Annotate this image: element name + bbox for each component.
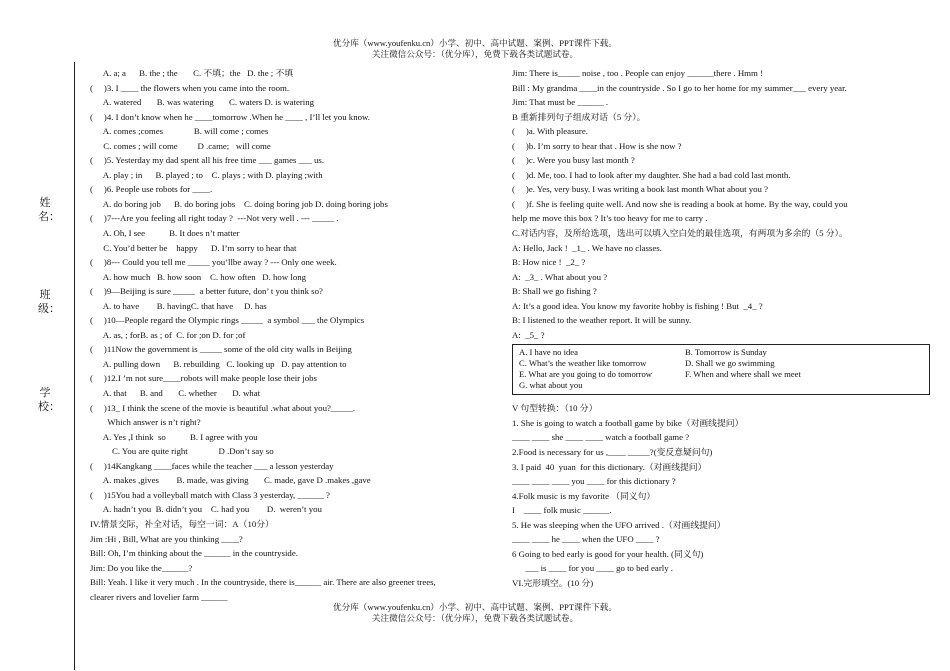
right-bottom-lines <box>512 401 937 590</box>
binding-line <box>74 62 75 670</box>
dialogue-line: ( )c. Were you busy last month ? <box>512 155 635 166</box>
class-label: 班级： <box>38 289 60 315</box>
question-line: A. hadn’t you B. didn’t you C. had you D. weren’t you <box>90 504 322 515</box>
question-line: Jim: Do you like the______? <box>90 562 193 573</box>
option-item: B. Tomorrow is Sunday <box>685 347 767 358</box>
question-line: A. pulling down B. rebuilding C. looking up D. pay attention to <box>90 358 347 369</box>
question-line: A. comes ;comes B. will come ; comes <box>90 126 269 137</box>
question-line: C. You are quite right D .Don’t say so <box>90 446 274 457</box>
question-line: Bill: Oh, I’m thinking about the ______ in the countryside. <box>90 548 298 559</box>
left-column <box>90 66 485 604</box>
page-header <box>0 38 950 60</box>
name-label: 姓名： <box>38 197 60 223</box>
header-line-1: 优分库（www.youfenku.cn）小学、初中、高中试题、案例、PPT课件下载。 <box>333 38 617 48</box>
question-line: A. as, ; forB. as ; of C. for ;on D. for ;of <box>90 329 246 340</box>
dialogue-line: Bill : My grandma ____in the countryside . So I go to her home for my summer___ every year. <box>512 82 847 93</box>
dialogue-line: help me move this box ? It’s too heavy for me to carry . <box>512 213 708 224</box>
exercise-line: ____ ____ she ____ ____ watch a football game ? <box>512 432 690 443</box>
dialogue-line: B: I listened to the weather report. It will be sunny. <box>512 315 692 326</box>
question-line: ( )15You had a volleyball match with Class 3 yesterday, ______ ? <box>90 489 330 500</box>
option-item: F. When and where shall we meet <box>685 369 801 380</box>
question-line: ( )14Kangkang ____faces while the teacher ___ a lesson yesterday <box>90 460 334 471</box>
question-line: Bill: Yeah. I like it very much . In the countryside, there is______ air. There are also greener trees, <box>90 577 436 588</box>
question-line: Which answer is n’t right? <box>90 417 201 428</box>
question-line: Jim :Hi , Bill, What are you thinking ____? <box>90 533 243 544</box>
question-line: A. play ; in B. played ; to C. plays ; with D. playing ;with <box>90 169 323 180</box>
question-line: ( )12.I ’m not sure____robots will make people lose their jobs <box>90 373 317 384</box>
option-item: C. What’s the weather like tomorrow <box>519 358 647 369</box>
dialogue-line: A: It’s a good idea. You know my favorite hobby is fishing ! But _4_ ? <box>512 300 763 311</box>
question-line: ( )3. I ____ the flowers when you came into the room. <box>90 82 290 93</box>
dialogue-line: B: How nice ! _2_ ? <box>512 257 586 268</box>
exercise-line: 3. I paid 40 yuan for this dictionary.（对画线提问） <box>512 461 707 472</box>
option-item: D. Shall we go swimming <box>685 358 775 369</box>
question-line: ( )6. People use robots for ____. <box>90 184 213 195</box>
question-line: ( )5. Yesterday my dad spent all his free time ___ games ___ us. <box>90 155 325 166</box>
question-line: ( )13_ I think the scene of the movie is beautiful .what about you?_____. <box>90 402 356 413</box>
question-line: ( )9—Beijing is sure _____ a better future, don’ t you think so? <box>90 286 323 297</box>
question-line: IV.情景交际，补全对话，每空一词：A（10分） <box>90 518 274 529</box>
exercise-line: 2.Food is necessary for us ,____ _____?(变反意疑问句) <box>512 447 713 458</box>
question-line: A. makes ,gives B. made, was giving C. made, gave D .makes ,gave <box>90 475 371 486</box>
dialogue-line: ( )b. I’m sorry to hear that . How is she now ? <box>512 140 682 151</box>
header-line-2: 关注微信公众号：（优分库），免费下载各类试题试卷。 <box>371 49 579 59</box>
dialogue-line: ( )d. Me, too. I had to look after my daughter. She had a bad cold last month. <box>512 169 791 180</box>
option-item: G. what about you <box>519 380 583 391</box>
exercise-line: ____ ____ he ____ when the UFO ____ ? <box>512 534 660 545</box>
question-line: ( )11Now the government is _____ some of the old city walls in Beijing <box>90 344 352 355</box>
dialogue-line: A: _5_ ? <box>512 329 545 340</box>
dialogue-line: ( )e. Yes, very busy. I was writing a book last month What about you ? <box>512 184 769 195</box>
question-line: clearer rivers and lovelier farm ______ <box>90 591 228 602</box>
dialogue-line: A: _3_ . What about you ? <box>512 271 608 282</box>
option-item: A. I have no idea <box>519 347 578 358</box>
dialogue-line: ( )f. She is feeling quite well. And now she is reading a book at home. By the way, could you <box>512 198 848 209</box>
exercise-line: ___ is ____ for you ____ go to bed early . <box>512 563 674 574</box>
question-line: A. that B. and C. whether D. what <box>90 388 261 399</box>
question-line: ( )10—People regard the Olympic rings _____ a symbol ___ the Olympics <box>90 315 365 326</box>
question-line: C. comes ; will come D .came; will come <box>90 140 271 151</box>
options-box <box>512 344 930 395</box>
right-top-lines <box>512 66 937 342</box>
question-line: A. Oh, I see B. It does n’t matter <box>90 228 240 239</box>
dialogue-line: C.对话内容，及所给选项，选出可以填入空白处的最佳选项，有两项为多余的（5 分）。 <box>512 228 848 239</box>
exercise-line: V 句型转换：（10 分） <box>512 403 598 414</box>
right-column <box>512 66 937 591</box>
option-item: E. What are you going to do tomorrow <box>519 369 653 380</box>
exercise-line: 1. She is going to watch a football game by bike（对画线提问） <box>512 417 744 428</box>
question-line: A. watered B. was watering C. waters D. is watering <box>90 97 315 108</box>
footer-line-2: 关注微信公众号：（优分库），免费下载各类试题试卷。 <box>371 613 579 623</box>
dialogue-line: Jim: That must be ______ . <box>512 97 609 108</box>
dialogue-line: B: Shall we go fishing ? <box>512 286 597 297</box>
exercise-line: 6 Going to bed early is good for your health. (同义句) <box>512 548 704 559</box>
exercise-line: 4.Folk music is my favorite （同义句） <box>512 490 656 501</box>
dialogue-line: Jim: There is_____ noise , too . People can enjoy ______there . Hmm ! <box>512 68 763 78</box>
question-line: A. how much B. how soon C. how often D. how long <box>90 271 307 282</box>
school-label: 学校： <box>38 387 60 413</box>
exercise-line: ____ ____ ____ you ____ for this dictionary ? <box>512 476 676 487</box>
question-line: ( )8--- Could you tell me _____ you’llbe away ? --- Only one week. <box>90 257 337 268</box>
exercise-line: VI.完形填空。(10 分) <box>512 577 594 588</box>
question-line: C. You’d better be happy D. I’m sorry to hear that <box>90 242 297 253</box>
question-line: A. a; a B. the ; the C. 不填；the D. the ; 不填 <box>90 68 294 78</box>
question-line: A. do boring job B. do boring jobs C. doing boring job D. doing boring jobs <box>90 198 388 209</box>
question-line: ( )7---Are you feeling all right today ? ---Not very well . --- _____ . <box>90 213 339 224</box>
question-line: A. Yes ,I think so B. I agree with you <box>90 431 258 442</box>
dialogue-line: A: Hello, Jack ! _1_ . We have no classes. <box>512 242 662 253</box>
footer-line-1: 优分库（www.youfenku.cn）小学、初中、高中试题、案例、PPT课件下载。 <box>333 602 617 612</box>
question-line: ( )4. I don’t know when he ____tomorrow .When he ____ , I’ll let you know. <box>90 111 370 122</box>
question-line: A. to have B. havingC. that have D. has <box>90 300 267 311</box>
dialogue-line: ( )a. With pleasure. <box>512 126 588 137</box>
exercise-line: 5. He was sleeping when the UFO arrived .（对画线提问） <box>512 519 726 530</box>
exercise-line: I ____ folk music ______. <box>512 505 612 516</box>
page-footer <box>0 602 950 624</box>
dialogue-line: B 重新排列句子组成对话（5 分）。 <box>512 111 646 122</box>
